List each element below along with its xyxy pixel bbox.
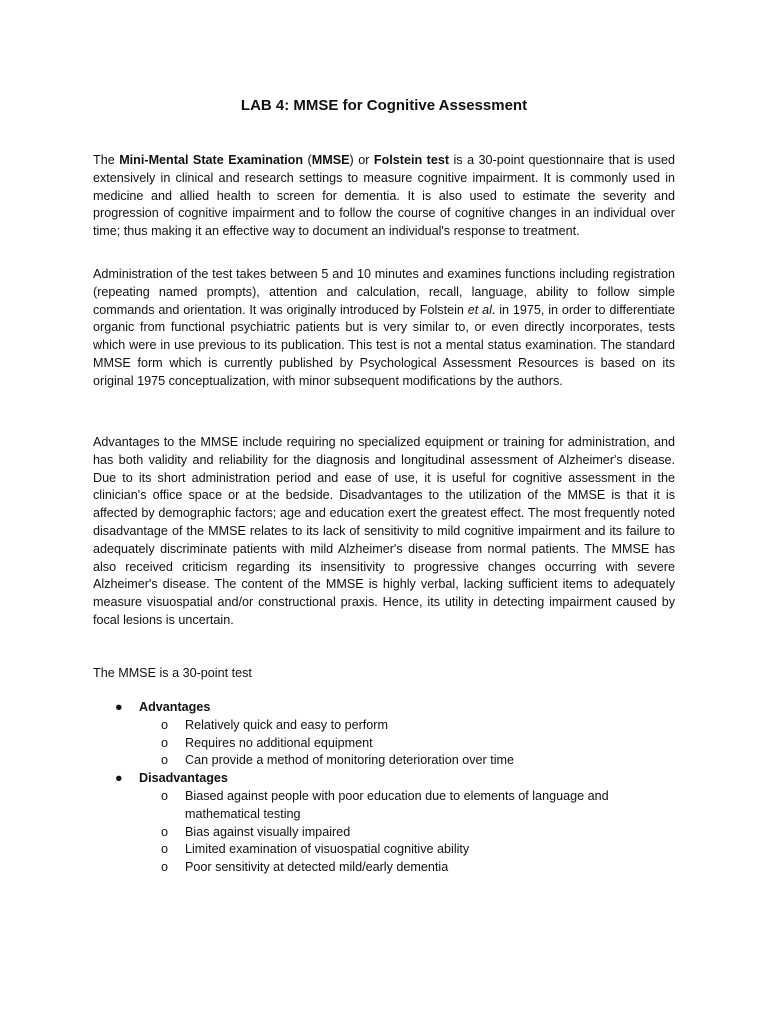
paragraph-administration: [93, 266, 675, 391]
list-item-disadvantages: [93, 770, 675, 788]
advantage-item: Can provide a method of monitoring deterioration over time: [185, 753, 515, 768]
intro-text-or: ) or: [349, 153, 374, 167]
intro-text-paren: (: [303, 153, 312, 167]
list-item: [93, 717, 675, 735]
term-mmse-full: Mini-Mental State Examination: [119, 153, 304, 167]
paragraph-summary: The MMSE is a 30-point test: [93, 666, 252, 680]
bullet-icon: ●: [115, 700, 123, 714]
circle-bullet-icon: o: [161, 842, 169, 857]
disadvantage-item: Limited examination of visuospatial cognitive ability: [185, 842, 470, 857]
circle-bullet-icon: o: [161, 735, 169, 750]
disadvantage-item: Biased against people with poor education due to elements of language and mathematical testing: [185, 788, 609, 821]
advantage-item: Requires no additional equipment: [185, 735, 373, 750]
administration-text-2: . in 1975, in order to differentiate organic from functional psychiatric patients but is very similar to, or even directly incorporates, tests which were in use previous to its publication. This test is not a mental status examination. The standard MMSE form which is currently published by Psychological Assessment Resources is based on its original 1975 conceptualization, with minor subsequent modifications by the authors.: [93, 302, 675, 388]
advantages-heading: Advantages: [139, 700, 211, 714]
circle-bullet-icon: o: [161, 788, 169, 803]
list-item: [93, 752, 675, 770]
intro-text-rest: is a 30-point questionnaire that is used extensively in clinical and research settings to measure cognitive impairment. It is commonly used in medicine and allied health to screen for dementia. It is also used to estimate the severity and progression of cognitive impairment and to follow the course of cognitive changes in an individual over time; thus making it an effective way to document an individual's response to treatment.: [93, 153, 675, 239]
bullet-icon: ●: [115, 771, 123, 786]
list-item: [93, 735, 675, 753]
term-mmse: MMSE: [311, 153, 350, 167]
term-folstein: Folstein test: [373, 153, 450, 167]
document-title: LAB 4: MMSE for Cognitive Assessment: [240, 97, 528, 114]
intro-text-start: The: [93, 153, 120, 167]
list-item: [93, 859, 675, 877]
circle-bullet-icon: o: [161, 860, 169, 875]
disadvantage-item: Poor sensitivity at detected mild/early dementia: [185, 860, 449, 875]
advantage-item: Relatively quick and easy to perform: [185, 717, 388, 732]
et-al: et al: [467, 302, 492, 317]
list-item: [93, 788, 675, 824]
paragraph-intro: [93, 152, 675, 241]
circle-bullet-icon: o: [161, 824, 169, 839]
paragraph-advantages: Advantages to the MMSE include requiring no specialized equipment or training for administration, and has both validity and reliability for the diagnosis and longitudinal assessment of Alzheimer's disease. Due to its short administration period and ease of use, it is useful for cognitive assessment in the clinician's office space or at the bedside. Disadvantages to the utilization of the MMSE is that it is affected by demographic factors; age and education exert the greatest effect. The most frequently noted disadvantage of the MMSE relates to its lack of sensitivity to mild cognitive impairment and its failure to adequately discriminate patients with mild Alzheimer's disease from normal patients. The MMSE has also received criticism regarding its insensitivity to progressive changes occurring with severe Alzheimer's disease. The content of the MMSE is highly verbal, lacking sufficient items to adequately measure visuospatial and/or constructional praxis. Hence, its utility in detecting impairment caused by focal lesions is uncertain.: [93, 435, 675, 627]
disadvantage-item: Bias against visually impaired: [185, 824, 351, 839]
pros-cons-list: [93, 699, 675, 877]
circle-bullet-icon: o: [161, 717, 169, 732]
circle-bullet-icon: o: [161, 753, 169, 768]
disadvantages-heading: Disadvantages: [139, 771, 228, 786]
list-item: [93, 841, 675, 859]
list-item: [93, 824, 675, 842]
list-item-advantages: [93, 699, 675, 717]
administration-text-1: Administration of the test takes between 5 and 10 minutes and examines functions including registration (repeating named prompts), attention and calculation, recall, language, ability to follow simple commands and orientation. It was originally introduced by Folstein: [93, 267, 675, 317]
